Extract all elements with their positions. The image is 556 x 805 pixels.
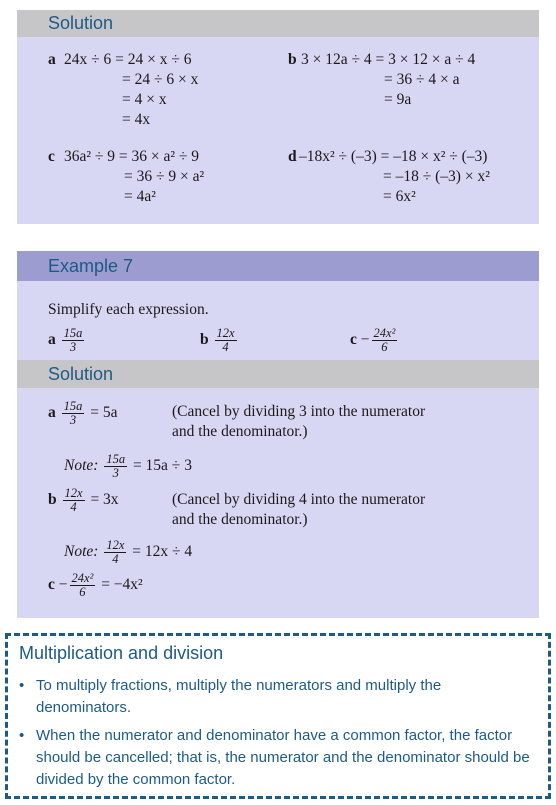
key-point-item: • When the numerator and denominator have a common factor, the factor should be cancelled; that is, the numerator and the denominator should be divided by the common factor. bbox=[19, 727, 530, 788]
solution2-part-a: a $\frac{15a}{3}$ = 5a bbox=[48, 399, 118, 427]
bullet-icon: • bbox=[19, 677, 25, 694]
solution-a-line2: = 24 ÷ 6 × x bbox=[122, 71, 199, 88]
solution-heading: Solution bbox=[17, 360, 539, 388]
note-label: Note: bbox=[64, 543, 99, 561]
bullet-icon: • bbox=[19, 727, 25, 744]
part-label-b: b bbox=[48, 491, 57, 509]
solution2-b-comment-line2: and the denominator.) bbox=[172, 511, 308, 528]
solution2-a-comment-line2: and the denominator.) bbox=[172, 423, 308, 440]
key-point-item: • To multiply fractions, multiply the numerators and multiply the denominators. bbox=[19, 677, 442, 716]
part-label-c: c bbox=[48, 148, 55, 165]
fraction-24x2-over-6: $\frac{\text{24x²}}{6}$ bbox=[71, 571, 94, 599]
part-label-b: b bbox=[200, 331, 209, 349]
solution2-b-note: Note: $\frac{12x}{4}$ = 12x ÷ 4 bbox=[64, 538, 193, 566]
part-label-b: b bbox=[288, 51, 297, 68]
solution-a-line1: 24x ÷ 6 = 24 × x ÷ 6 bbox=[64, 51, 192, 68]
key-box-title: Multiplication and division bbox=[19, 643, 224, 663]
part-label-d: d bbox=[288, 148, 297, 165]
fraction-24x2-over-6: $\frac{\text{24x²}}{6}$ bbox=[373, 326, 396, 354]
example-heading: Example 7 bbox=[17, 251, 539, 281]
fraction-12x-over-4: $\frac{12x}{4}$ bbox=[216, 326, 235, 354]
solution-c-line1: 36a² ÷ 9 = 36 × a² ÷ 9 bbox=[64, 148, 200, 165]
fraction-12x-over-4: $\frac{12x}{4}$ bbox=[106, 538, 125, 566]
note-label: Note: bbox=[64, 457, 99, 475]
fraction-15a-over-3: $\frac{15a}{3}$ bbox=[63, 399, 83, 427]
solution-c-line3: = 4a² bbox=[124, 188, 156, 205]
solution-d-line1: –18x² ÷ (–3) = –18 × x² ÷ (–3) bbox=[299, 148, 488, 165]
solution2-part-b: b $\frac{12x}{4}$ = 3x bbox=[48, 486, 119, 514]
example-part-a bbox=[48, 327, 86, 354]
example-prompt: Simplify each expression. bbox=[48, 301, 209, 318]
solution-c-line2: = 36 ÷ 9 × a² bbox=[124, 168, 205, 185]
solution2-a-note: Note: $\frac{15a}{3}$ = 15a ÷ 3 bbox=[64, 452, 192, 480]
solution-panel-1 bbox=[17, 10, 539, 224]
solution-b-line1: 3 × 12a ÷ 4 = 3 × 12 × a ÷ 4 bbox=[301, 51, 476, 68]
example-panel bbox=[17, 251, 539, 360]
example-part-b bbox=[200, 327, 239, 354]
solution2-part-c: c − $\frac{\text{24x²}}{6}$ = −4x² bbox=[48, 571, 143, 599]
part-label-c: c bbox=[48, 576, 55, 594]
solution2-a-comment-line1: (Cancel by dividing 3 into the numerator bbox=[172, 403, 426, 420]
part-label-c: c bbox=[350, 331, 357, 349]
solution-b-line2: = 36 ÷ 4 × a bbox=[384, 71, 460, 88]
key-points-box bbox=[5, 633, 551, 799]
part-label-a: a bbox=[48, 51, 56, 68]
fraction-15a-over-3: $\frac{15a}{3}$ bbox=[106, 452, 126, 480]
fraction-12x-over-4: $\frac{12x}{4}$ bbox=[64, 486, 83, 514]
solution-b-line3: = 9a bbox=[384, 91, 412, 108]
example-part-c: c − $\frac{\text{24x²}}{6}$ bbox=[350, 326, 396, 354]
solution-a-line3: = 4 × x bbox=[122, 91, 167, 108]
part-label-a: a bbox=[48, 331, 56, 349]
solution-panel-2 bbox=[17, 360, 539, 618]
solution-d-line2: = –18 ÷ (–3) × x² bbox=[383, 168, 490, 185]
fraction-15a-over-3: $\frac{15a}{3}$ bbox=[63, 326, 83, 354]
solution-d-line3: = 6x² bbox=[383, 188, 416, 205]
solution-heading: Solution bbox=[17, 10, 539, 37]
solution-a-line4: = 4x bbox=[122, 111, 151, 128]
solution2-b-comment-line1: (Cancel by dividing 4 into the numerator bbox=[172, 491, 426, 508]
part-label-a: a bbox=[48, 404, 56, 422]
